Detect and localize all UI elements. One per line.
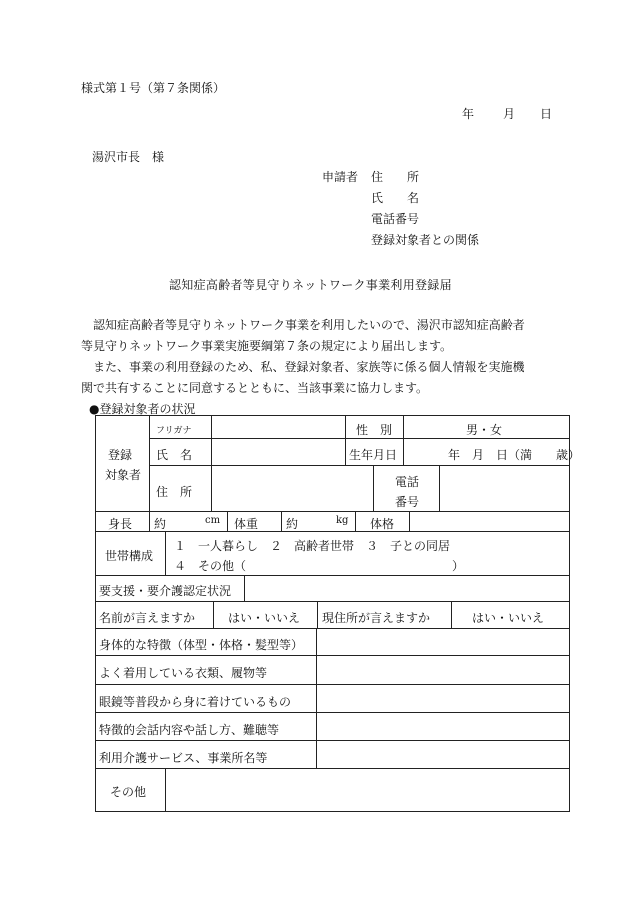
household-line-2: ４ その他（ [174,559,247,573]
furigana-label: フリガナ [156,426,192,436]
date-day: 日 [540,107,553,121]
phone-input[interactable] [440,466,570,512]
height-approx: 約 [154,517,167,531]
services-label: 利用介護サービス、事業所名等 [99,751,268,765]
height-unit: cm [205,515,221,526]
build-input[interactable] [410,512,570,532]
other-label-cell [96,769,166,812]
services-input[interactable] [317,741,570,769]
care-label-cell [96,576,245,602]
applicant-relation-label: 登録対象者との関係 [371,233,480,247]
conversation-label-cell [96,713,317,741]
phone-label-1: 電話 [395,475,420,489]
applicant-name-label: 氏 名 [371,191,420,205]
address-label-cell [150,466,212,512]
build-label-cell [356,512,410,532]
subject-label-2: 対象者 [105,468,142,482]
household-options-cell[interactable] [166,532,570,576]
household-close: ） [452,559,465,573]
section-title: ●登録対象者の状況 [89,402,196,416]
name-label-cell [150,439,212,466]
sex-label-cell [346,416,404,439]
can-say-address-cell [318,602,452,629]
address-input[interactable] [212,466,374,512]
subject-status-table [95,415,581,812]
date-year: 年 [462,107,475,121]
furigana-label-cell [150,416,212,439]
clothing-label-cell [96,656,317,685]
glasses-label: 眼鏡等普段から身に着けているもの [99,695,292,709]
household-line-1: １ 一人暮らし ２ 高齢者世帯 ３ 子との同居 [174,539,451,553]
body-line-3: また、事業の利用登録のため、私、登録対象者、家族等に係る個人情報を実施機 [93,360,525,374]
body-line-4: 関で共有することに同意するとともに、当該事業に協力します。 [81,381,429,395]
conversation-label: 特徴的会話内容や話し方、難聴等 [99,723,280,737]
household-label: 世帯構成 [105,549,154,563]
can-say-address-label: 現住所が言えますか [322,611,431,625]
conversation-input[interactable] [317,713,570,741]
services-label-cell [96,741,317,769]
date-month: 月 [503,107,516,121]
physical-label: 身体的な特徴（体型・体格・髪型等） [99,638,304,652]
subject-label-1: 登録 [108,448,133,462]
household-label-cell [96,532,166,576]
glasses-input[interactable] [317,685,570,713]
form-number: 様式第１号（第７条関係） [81,81,226,95]
build-label: 体格 [370,517,395,531]
body-line-1: 認知症高齢者等見守りネットワーク事業を利用したいので、湯沢市認知症高齢者 [93,318,525,332]
document-title: 認知症高齢者等見守りネットワーク事業利用登録届 [169,278,452,292]
weight-label: 体重 [234,517,259,531]
phone-label-2: 番号 [395,495,420,509]
weight-input[interactable] [282,512,356,532]
applicant-phone-label: 電話番号 [371,212,420,226]
height-label-cell [96,512,150,532]
addressee: 湯沢市長 様 [92,150,165,164]
physical-input[interactable] [317,629,570,656]
sex-options-cell[interactable] [404,416,570,439]
yes-no-2: はい・いいえ [472,611,545,625]
physical-label-cell [96,629,317,656]
dob-label-cell [346,439,404,466]
name-label: 氏 名 [156,448,193,462]
yes-no-1: はい・いいえ [228,611,301,625]
applicant-label: 申請者 [322,170,359,184]
dob-format: 年 月 日（満 歳） [448,448,581,462]
can-say-name-answer[interactable] [214,602,318,629]
height-input[interactable] [150,512,228,532]
furigana-input[interactable] [212,416,346,439]
weight-label-cell [228,512,282,532]
care-label: 要支援・要介護認定状況 [99,584,232,598]
height-label: 身長 [108,517,133,531]
weight-approx: 約 [286,517,299,531]
can-say-address-answer[interactable] [452,602,570,629]
dob-label: 生年月日 [349,448,398,462]
name-input[interactable] [212,439,346,466]
can-say-name-label: 名前が言えますか [99,611,196,625]
other-input[interactable] [166,769,570,812]
care-input[interactable] [245,576,570,602]
body-line-2: 等見守りネットワーク事業実施要綱第７条の規定により届出します。 [81,339,453,353]
applicant-address-label: 住 所 [371,170,420,184]
sex-label: 性 別 [356,423,393,437]
address-label: 住 所 [156,485,193,499]
phone-label-cell [374,466,440,512]
sex-options: 男・女 [466,423,503,437]
weight-unit: kg [336,515,349,526]
clothing-input[interactable] [317,656,570,685]
subject-label-cell [96,416,150,512]
can-say-name-cell [96,602,214,629]
other-label: その他 [110,785,147,799]
clothing-label: よく着用している衣類、履物等 [99,666,268,680]
dob-input[interactable] [404,439,581,466]
glasses-label-cell [96,685,317,713]
